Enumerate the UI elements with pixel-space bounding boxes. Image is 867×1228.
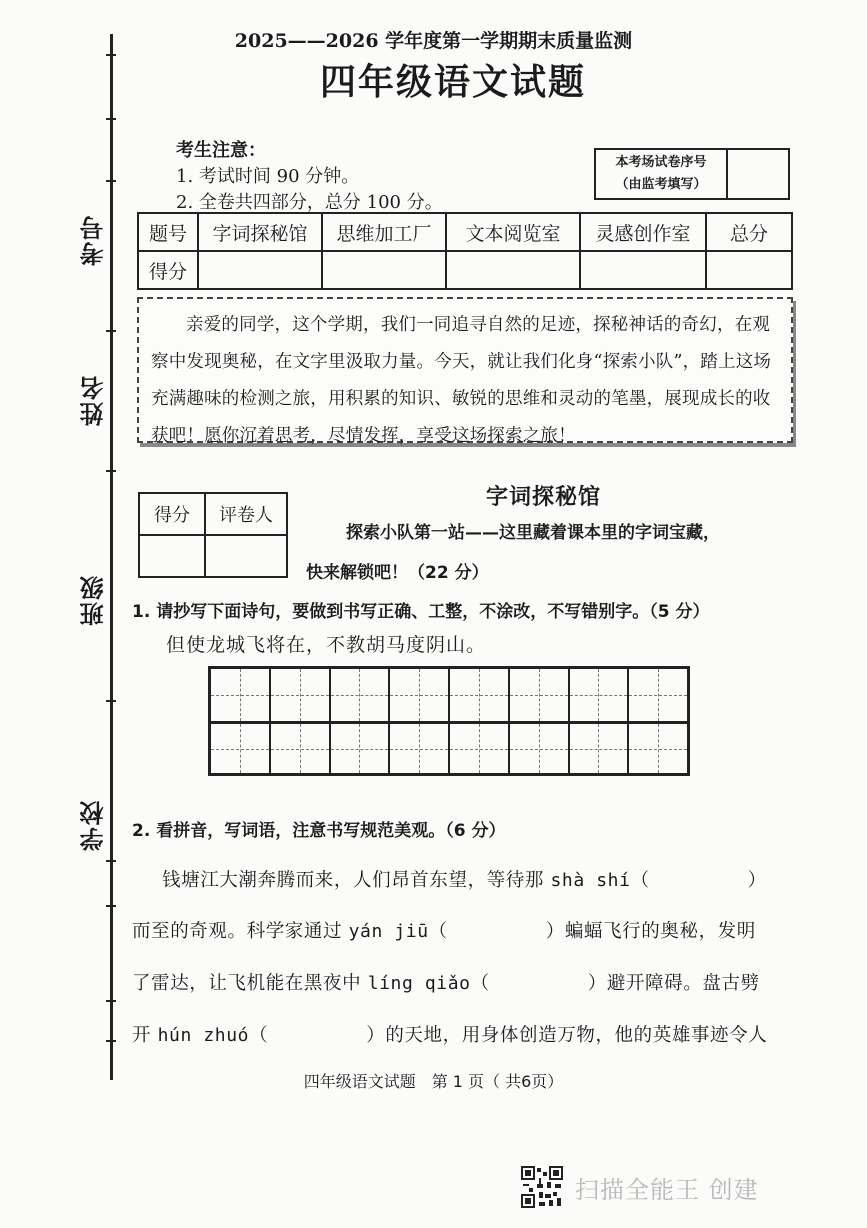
binding-line (110, 34, 113, 1080)
margin-label-name: 姓名 (80, 374, 108, 426)
margin-label-class: 班级 (80, 574, 108, 626)
score-row-label: 得分 (138, 251, 198, 289)
binding-tick (106, 905, 116, 907)
margin-label-exam-number: 考号 (80, 214, 108, 266)
grid-cell[interactable] (331, 724, 391, 773)
poem-line: 但使龙城飞将在，不教胡马度阴山。 (166, 634, 487, 656)
grid-cell[interactable] (390, 724, 450, 773)
score-cell[interactable] (580, 251, 706, 289)
binding-tick (106, 1040, 116, 1042)
margin-label-school: 学校 (80, 799, 108, 851)
intro-text: 亲爱的同学，这个学期，我们一同追寻自然的足迹，探秘神话的奇幻，在观察中发现奥秘，在文字里汲取力量。今天，就让我们化身“探索小队”，踏上这场充满趣味的检测之旅，用积累的知识、敏锐的思维和灵动的笔墨，展现成长的收获吧！愿你沉着思考，尽情发挥，享受这场探索之旅！ (151, 315, 772, 446)
binding-tick (106, 860, 116, 862)
question-2-prompt: 2. 看拼音，写词语，注意书写规范美观。（6 分） (132, 821, 506, 841)
writing-grid-row (211, 669, 687, 724)
grid-cell[interactable] (510, 724, 570, 773)
grid-cell[interactable] (629, 669, 687, 721)
grader-score-label: 得分 (139, 493, 205, 535)
binding-tick (106, 180, 116, 182)
qr-code-icon (521, 1166, 563, 1208)
score-table-score-row (138, 251, 792, 289)
writing-grid-row (211, 724, 687, 773)
grader-name-cell[interactable] (205, 535, 287, 577)
score-header-cell: 总分 (706, 213, 792, 251)
section-description: 快来解锁吧！（22 分） (306, 563, 489, 583)
serial-label-line2: （由监考填写） (615, 177, 707, 192)
page-footer: 四年级语文试题 第 1 页（ 共6页） (303, 1072, 564, 1091)
q2-text: 的天地，用身体创造万物，他的英雄事迹令人 (385, 1025, 768, 1046)
score-cell[interactable] (446, 251, 580, 289)
q2-line-1: 钱塘江大潮奔腾而来，人们昂首东望，等待那 shà shí（ ） (162, 870, 767, 891)
grid-cell[interactable] (570, 724, 630, 773)
score-header-cell: 文本阅览室 (446, 213, 580, 251)
grid-cell[interactable] (450, 669, 510, 721)
q2-text: 蝙蝠飞行的奥秘，发明 (564, 921, 756, 942)
notice-item: 2. 全卷共四部分，总分 100 分。 (176, 192, 443, 213)
exam-title: 四年级语文试题 (319, 62, 586, 103)
binding-tick (106, 1000, 116, 1002)
grid-cell[interactable] (629, 724, 687, 773)
q2-text: 钱塘江大潮奔腾而来，人们昂首东望，等待那 (162, 870, 545, 891)
pinyin-prompt: shà shí (550, 870, 631, 891)
grader-name-label: 评卷人 (205, 493, 287, 535)
q2-text: 开 (132, 1025, 152, 1046)
scanner-watermark: 扫描全能王 创建 (575, 1176, 759, 1204)
section-description: 探索小队第一站——这里藏着课本里的字词宝藏， (346, 523, 720, 543)
serial-input-cell[interactable] (728, 150, 788, 198)
question-1-prompt: 1. 请抄写下面诗句，要做到书写正确、工整，不涂改，不写错别字。（5 分） (132, 602, 710, 622)
score-table (137, 212, 793, 290)
serial-label (596, 150, 728, 198)
binding-tick (106, 700, 116, 702)
intro-box (137, 297, 793, 446)
q2-line-2: 而至的奇观。科学家通过 yán jiū（ ）蝙蝠飞行的奥秘，发明 (132, 921, 756, 942)
q2-line-3: 了雷达，让飞机能在黑夜中 líng qiǎo（ ）避开障碍。盘古劈 (132, 973, 760, 994)
grid-cell[interactable] (271, 669, 331, 721)
writing-grid[interactable] (208, 666, 690, 776)
pinyin-prompt: hún zhuó (157, 1025, 250, 1046)
grader-table (138, 492, 288, 578)
q2-text: 而至的奇观。科学家通过 (132, 921, 343, 942)
score-table-header-row (138, 213, 792, 251)
section-title: 字词探秘馆 (486, 485, 602, 510)
grid-cell[interactable] (570, 669, 630, 721)
grid-cell[interactable] (390, 669, 450, 721)
binding-tick (106, 470, 116, 472)
grid-cell[interactable] (211, 669, 271, 721)
grid-cell[interactable] (331, 669, 391, 721)
grid-cell[interactable] (211, 724, 271, 773)
score-header-cell: 思维加工厂 (322, 213, 446, 251)
grid-cell[interactable] (450, 724, 510, 773)
score-cell[interactable] (322, 251, 446, 289)
serial-label-line1: 本考场试卷序号 (615, 155, 707, 170)
score-cell[interactable] (706, 251, 792, 289)
notice-item: 1. 考试时间 90 分钟。 (176, 166, 360, 187)
binding-tick (106, 118, 116, 120)
score-header-cell: 灵感创作室 (580, 213, 706, 251)
q2-line-4: 开 hún zhuó（ ）的天地，用身体创造万物，他的英雄事迹令人 (132, 1025, 768, 1046)
serial-number-box (594, 148, 790, 200)
q2-text: 了雷达，让飞机能在黑夜中 (132, 973, 362, 994)
grader-score-cell[interactable] (139, 535, 205, 577)
grid-cell[interactable] (510, 669, 570, 721)
grid-cell[interactable] (271, 724, 331, 773)
binding-tick (106, 330, 116, 332)
score-header-cell: 题号 (138, 213, 198, 251)
score-header-cell: 字词探秘馆 (198, 213, 322, 251)
exam-subtitle: 2025——2026 学年度第一学期期末质量监测 (234, 30, 633, 52)
pinyin-prompt: yán jiū (348, 921, 429, 942)
notice-title: 考生注意： (176, 140, 266, 161)
pinyin-prompt: líng qiǎo (367, 973, 471, 994)
q2-text: 避开障碍。盘古劈 (606, 973, 760, 994)
score-cell[interactable] (198, 251, 322, 289)
